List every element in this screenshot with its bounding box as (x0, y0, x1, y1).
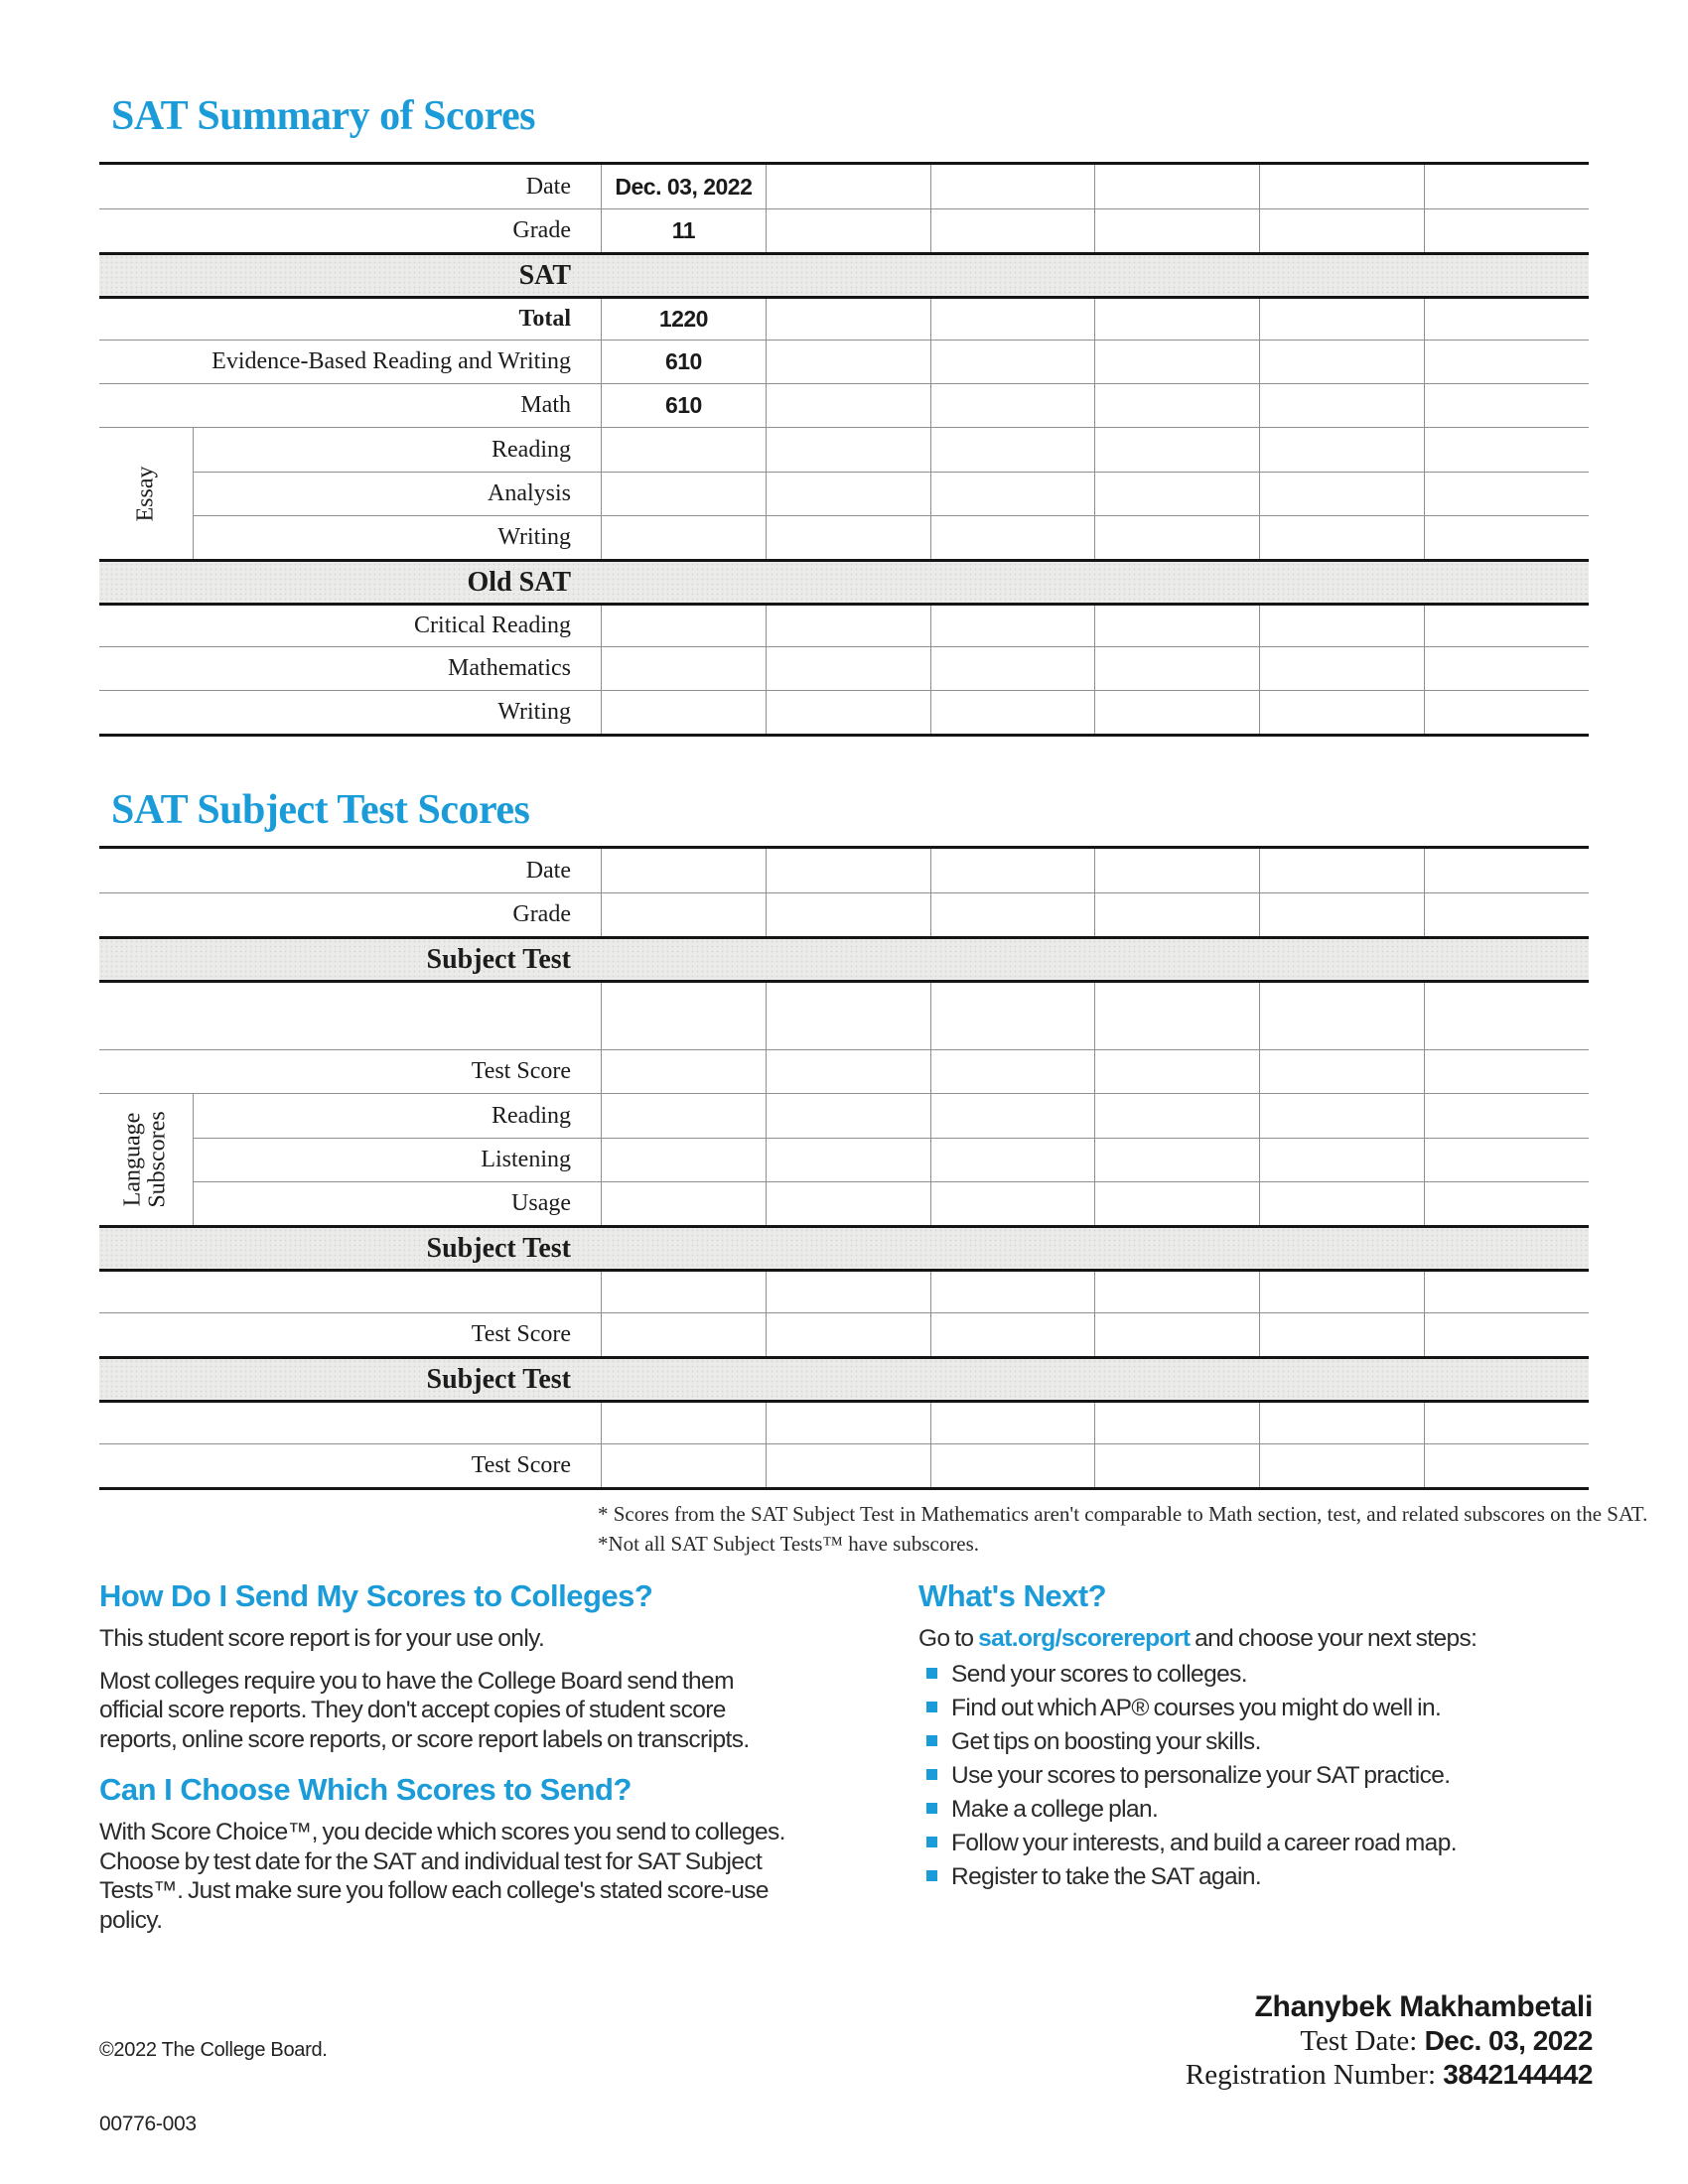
score-cell (766, 384, 930, 427)
table-row-grade (99, 208, 1589, 252)
table-row-test-score-3 (99, 1443, 1589, 1487)
how-paragraph-1: This student score report is for your use only. (99, 1625, 545, 1652)
score-cell (1259, 384, 1424, 427)
score-cell (1094, 893, 1259, 936)
score-cell (766, 1313, 930, 1356)
score-cell (601, 473, 766, 515)
essay-label: Essay (132, 466, 159, 521)
score-cell (930, 1094, 1095, 1138)
test-date-value: Dec. 03, 2022 (1424, 2025, 1593, 2056)
score-cell (1094, 849, 1259, 892)
score-cell (930, 1272, 1095, 1312)
score-cell (1094, 1444, 1259, 1487)
table-row-critical-reading (99, 603, 1589, 646)
bullet-square-icon (926, 1870, 937, 1881)
row-label: Writing (497, 699, 571, 725)
score-cell (930, 691, 1095, 734)
score-cell (1424, 428, 1589, 472)
score-cell (601, 299, 766, 340)
row-label: Grade (512, 901, 571, 927)
footnote-math: * Scores from the SAT Subject Test in Mathematics aren't comparable to Math section, test, and related subscores on the SAT. (598, 1502, 1648, 1526)
row-label: Test Score (471, 1321, 571, 1347)
score-cell (930, 849, 1095, 892)
score-cell (930, 299, 1095, 340)
band-label: SAT (518, 259, 571, 291)
row-label: Date (525, 173, 571, 200)
score-cell (930, 384, 1095, 427)
score-cell (1259, 209, 1424, 252)
list-item-text: Send your scores to colleges. (951, 1660, 1247, 1688)
score-cell (1259, 165, 1424, 208)
score-cell (1424, 983, 1589, 1049)
score-cell (930, 341, 1095, 383)
row-label: Analysis (488, 480, 571, 506)
score-cell (601, 428, 766, 472)
essay-rotated-label-cell (99, 428, 194, 559)
score-cell (930, 893, 1095, 936)
score-cell (766, 516, 930, 559)
score-cell (1259, 1444, 1424, 1487)
score-cell (930, 1182, 1095, 1225)
score-cell (930, 516, 1095, 559)
row-label: Reading (492, 436, 571, 463)
row-label: Evidence-Based Reading and Writing (211, 348, 571, 374)
total-value: 1220 (658, 306, 708, 332)
list-item (918, 1662, 1604, 1688)
score-cell (1259, 1403, 1424, 1443)
how-heading: How Do I Send My Scores to Colleges? (99, 1578, 653, 1613)
score-cell (1094, 647, 1259, 690)
score-cell (1094, 1182, 1259, 1225)
go-prefix: Go to (918, 1625, 979, 1652)
score-cell (766, 691, 930, 734)
score-cell (766, 1050, 930, 1093)
score-cell (1094, 1272, 1259, 1312)
section-band-subject-test-2 (99, 1225, 1589, 1269)
score-cell (930, 983, 1095, 1049)
table-row-subscore-usage (194, 1181, 1589, 1225)
test-date-line (894, 2024, 1593, 2058)
bullet-square-icon (926, 1735, 937, 1746)
score-cell (1094, 606, 1259, 646)
score-cell (766, 1403, 930, 1443)
math-value: 610 (664, 392, 702, 418)
score-cell (766, 473, 930, 515)
score-cell (1094, 428, 1259, 472)
score-cell (930, 473, 1095, 515)
date-value: Dec. 03, 2022 (615, 173, 753, 200)
score-cell (1259, 1272, 1424, 1312)
score-cell (1424, 1272, 1589, 1312)
scorereport-link[interactable]: sat.org/scorereport (978, 1625, 1191, 1652)
row-label: Test Score (471, 1058, 571, 1084)
score-cell (930, 1050, 1095, 1093)
score-cell (601, 165, 766, 208)
summary-title: SAT Summary of Scores (111, 93, 536, 139)
score-cell (1424, 691, 1589, 734)
score-cell (930, 1139, 1095, 1181)
table-row-date (99, 165, 1589, 208)
go-to-line (918, 1624, 1604, 1654)
form-number: 00776-003 (99, 2113, 197, 2135)
score-cell (1424, 341, 1589, 383)
table-row-math (99, 383, 1589, 427)
score-cell (1424, 893, 1589, 936)
list-item-text: Use your scores to personalize your SAT practice. (951, 1761, 1451, 1789)
score-cell (1424, 606, 1589, 646)
table-row-essay-analysis (194, 472, 1589, 515)
table-row-essay-writing (194, 515, 1589, 559)
list-item (918, 1797, 1604, 1823)
score-cell (601, 516, 766, 559)
next-heading: What's Next? (918, 1578, 1107, 1613)
table-row-subscore-listening (194, 1138, 1589, 1181)
table-row-total (99, 296, 1589, 340)
table-row-test-score-1 (99, 1049, 1589, 1093)
score-cell (766, 428, 930, 472)
score-cell (1259, 299, 1424, 340)
student-name: Zhanybek Makhambetali (1254, 1990, 1593, 2023)
score-cell (1259, 647, 1424, 690)
score-cell (1094, 209, 1259, 252)
score-cell (601, 849, 766, 892)
table-row-subject-name-1 (99, 980, 1589, 1049)
score-cell (1259, 1139, 1424, 1181)
score-cell (1424, 647, 1589, 690)
section-band-subject-test-3 (99, 1356, 1589, 1400)
list-item (918, 1729, 1604, 1755)
score-cell (601, 209, 766, 252)
subject-title: SAT Subject Test Scores (111, 787, 530, 833)
score-cell (1259, 691, 1424, 734)
score-cell (601, 983, 766, 1049)
score-cell (766, 165, 930, 208)
table-footnotes (598, 1499, 1647, 1559)
score-cell (1094, 691, 1259, 734)
bullet-square-icon (926, 1702, 937, 1712)
score-cell (930, 606, 1095, 646)
score-cell (1259, 473, 1424, 515)
score-cell (766, 893, 930, 936)
score-cell (766, 1444, 930, 1487)
row-label: Usage (511, 1190, 571, 1216)
score-cell (1259, 849, 1424, 892)
bullet-square-icon (926, 1668, 937, 1679)
score-cell (930, 209, 1095, 252)
score-cell (1424, 849, 1589, 892)
score-cell (601, 1403, 766, 1443)
essay-group (99, 427, 1589, 559)
score-cell (1424, 384, 1589, 427)
score-cell (1094, 1313, 1259, 1356)
list-item-text: Follow your interests, and build a career road map. (951, 1829, 1457, 1856)
list-item (918, 1831, 1604, 1856)
score-cell (1259, 1182, 1424, 1225)
score-cell (1094, 473, 1259, 515)
language-subscores-rotated-label-cell (99, 1094, 194, 1225)
row-label (99, 1272, 601, 1312)
table-row-subscore-reading (194, 1094, 1589, 1138)
row-label: Writing (497, 524, 571, 550)
score-cell (1094, 516, 1259, 559)
score-cell (766, 849, 930, 892)
score-cell (601, 1094, 766, 1138)
row-label: Date (525, 857, 571, 884)
row-label (99, 983, 601, 1049)
score-cell (766, 1272, 930, 1312)
section-band-old-sat (99, 559, 1589, 603)
grade-value: 11 (671, 217, 696, 243)
score-cell (1094, 384, 1259, 427)
table-row-mathematics (99, 646, 1589, 690)
choose-paragraph: With Score Choice™, you decide which scores you send to colleges. Choose by test date for the SAT and individual test for SAT Subject Tests™. Just make sure you follow each college's stated score-use policy. (99, 1819, 785, 1934)
table-row-grade (99, 892, 1589, 936)
score-cell (1424, 1182, 1589, 1225)
score-cell (601, 1444, 766, 1487)
list-item-text: Register to take the SAT again. (951, 1862, 1262, 1890)
score-cell (601, 647, 766, 690)
band-label: Subject Test (426, 943, 571, 975)
section-band-sat (99, 252, 1589, 296)
score-cell (1424, 1444, 1589, 1487)
table-row-essay-reading (194, 428, 1589, 472)
row-label: Reading (492, 1102, 571, 1129)
score-cell (766, 1094, 930, 1138)
score-cell (1259, 606, 1424, 646)
score-cell (601, 1182, 766, 1225)
table-row-old-writing (99, 690, 1589, 734)
choose-heading: Can I Choose Which Scores to Send? (99, 1772, 632, 1807)
language-subscores-group (99, 1093, 1589, 1225)
score-cell (601, 384, 766, 427)
score-cell (766, 647, 930, 690)
score-cell (930, 1313, 1095, 1356)
score-cell (601, 1272, 766, 1312)
score-cell (601, 893, 766, 936)
score-cell (1259, 341, 1424, 383)
score-cell (1424, 1050, 1589, 1093)
score-cell (1094, 1139, 1259, 1181)
score-cell (1094, 299, 1259, 340)
score-cell (930, 1403, 1095, 1443)
score-cell (601, 1050, 766, 1093)
score-cell (1424, 1313, 1589, 1356)
language-subscores-label: Language Subscores (120, 1111, 172, 1208)
score-cell (930, 428, 1095, 472)
ebrw-value: 610 (664, 348, 702, 374)
score-cell (930, 1444, 1095, 1487)
row-label: Critical Reading (414, 613, 571, 638)
bullet-square-icon (926, 1803, 937, 1814)
score-cell (1094, 1094, 1259, 1138)
score-cell (1094, 983, 1259, 1049)
score-cell (930, 165, 1095, 208)
score-cell (601, 691, 766, 734)
list-item (918, 1864, 1604, 1890)
list-item-text: Get tips on boosting your skills. (951, 1727, 1261, 1755)
score-cell (1424, 209, 1589, 252)
score-cell (1424, 1403, 1589, 1443)
band-label: Subject Test (426, 1363, 571, 1395)
score-cell (1259, 1313, 1424, 1356)
how-paragraph-2: Most colleges require you to have the College Board send them official score reports. They don't accept copies of student score reports, online score reports, or score report labels on transcripts. (99, 1667, 750, 1753)
list-item (918, 1696, 1604, 1721)
row-label: Mathematics (448, 655, 571, 681)
registration-label: Registration Number: (1185, 2059, 1444, 2091)
score-cell (1259, 893, 1424, 936)
score-cell (766, 606, 930, 646)
score-cell (1259, 1094, 1424, 1138)
list-item-text: Make a college plan. (951, 1795, 1159, 1823)
score-cell (1094, 1050, 1259, 1093)
summary-table (99, 162, 1589, 737)
score-cell (601, 606, 766, 646)
table-row-subject-name-3 (99, 1400, 1589, 1443)
subject-table (99, 846, 1589, 1490)
score-cell (1094, 165, 1259, 208)
list-item (918, 1763, 1604, 1789)
footnote-subscores: *Not all SAT Subject Tests™ have subscores. (598, 1532, 980, 1556)
registration-line (894, 2058, 1593, 2092)
student-identity-block (894, 1990, 1593, 2092)
score-cell (601, 1313, 766, 1356)
bullet-square-icon (926, 1769, 937, 1780)
row-label: Grade (512, 217, 571, 243)
score-cell (1259, 428, 1424, 472)
score-cell (1424, 516, 1589, 559)
score-cell (1259, 516, 1424, 559)
copyright-notice: ©2022 The College Board. (99, 2039, 328, 2061)
go-suffix: and choose your next steps: (1190, 1625, 1477, 1652)
score-cell (766, 209, 930, 252)
row-label: Listening (481, 1147, 571, 1172)
table-row-subject-name-2 (99, 1269, 1589, 1312)
score-cell (1259, 1050, 1424, 1093)
score-cell (1424, 473, 1589, 515)
table-row-ebrw (99, 340, 1589, 383)
score-cell (1424, 299, 1589, 340)
section-band-subject-test-1 (99, 936, 1589, 980)
whats-next-section (918, 1578, 1604, 1898)
test-date-label: Test Date: (1300, 2025, 1425, 2057)
score-cell (1424, 1094, 1589, 1138)
row-label: Math (520, 392, 571, 418)
score-cell (930, 647, 1095, 690)
score-cell (1094, 1403, 1259, 1443)
bullet-square-icon (926, 1837, 937, 1847)
send-scores-section (99, 1578, 799, 1948)
score-cell (601, 1139, 766, 1181)
band-label: Subject Test (426, 1232, 571, 1264)
next-steps-list (918, 1662, 1604, 1890)
score-cell (766, 341, 930, 383)
score-cell (766, 299, 930, 340)
score-cell (766, 983, 930, 1049)
score-cell (1424, 1139, 1589, 1181)
score-cell (601, 341, 766, 383)
row-label (99, 1403, 601, 1443)
registration-number: 3842144442 (1443, 2059, 1593, 2090)
list-item-text: Find out which AP® courses you might do well in. (951, 1694, 1442, 1721)
score-cell (766, 1139, 930, 1181)
row-label: Test Score (471, 1452, 571, 1478)
score-cell (1259, 983, 1424, 1049)
band-label: Old SAT (467, 566, 571, 598)
row-label: Total (518, 306, 571, 332)
table-row-date (99, 849, 1589, 892)
table-row-test-score-2 (99, 1312, 1589, 1356)
score-cell (1094, 341, 1259, 383)
score-cell (766, 1182, 930, 1225)
score-cell (1424, 165, 1589, 208)
